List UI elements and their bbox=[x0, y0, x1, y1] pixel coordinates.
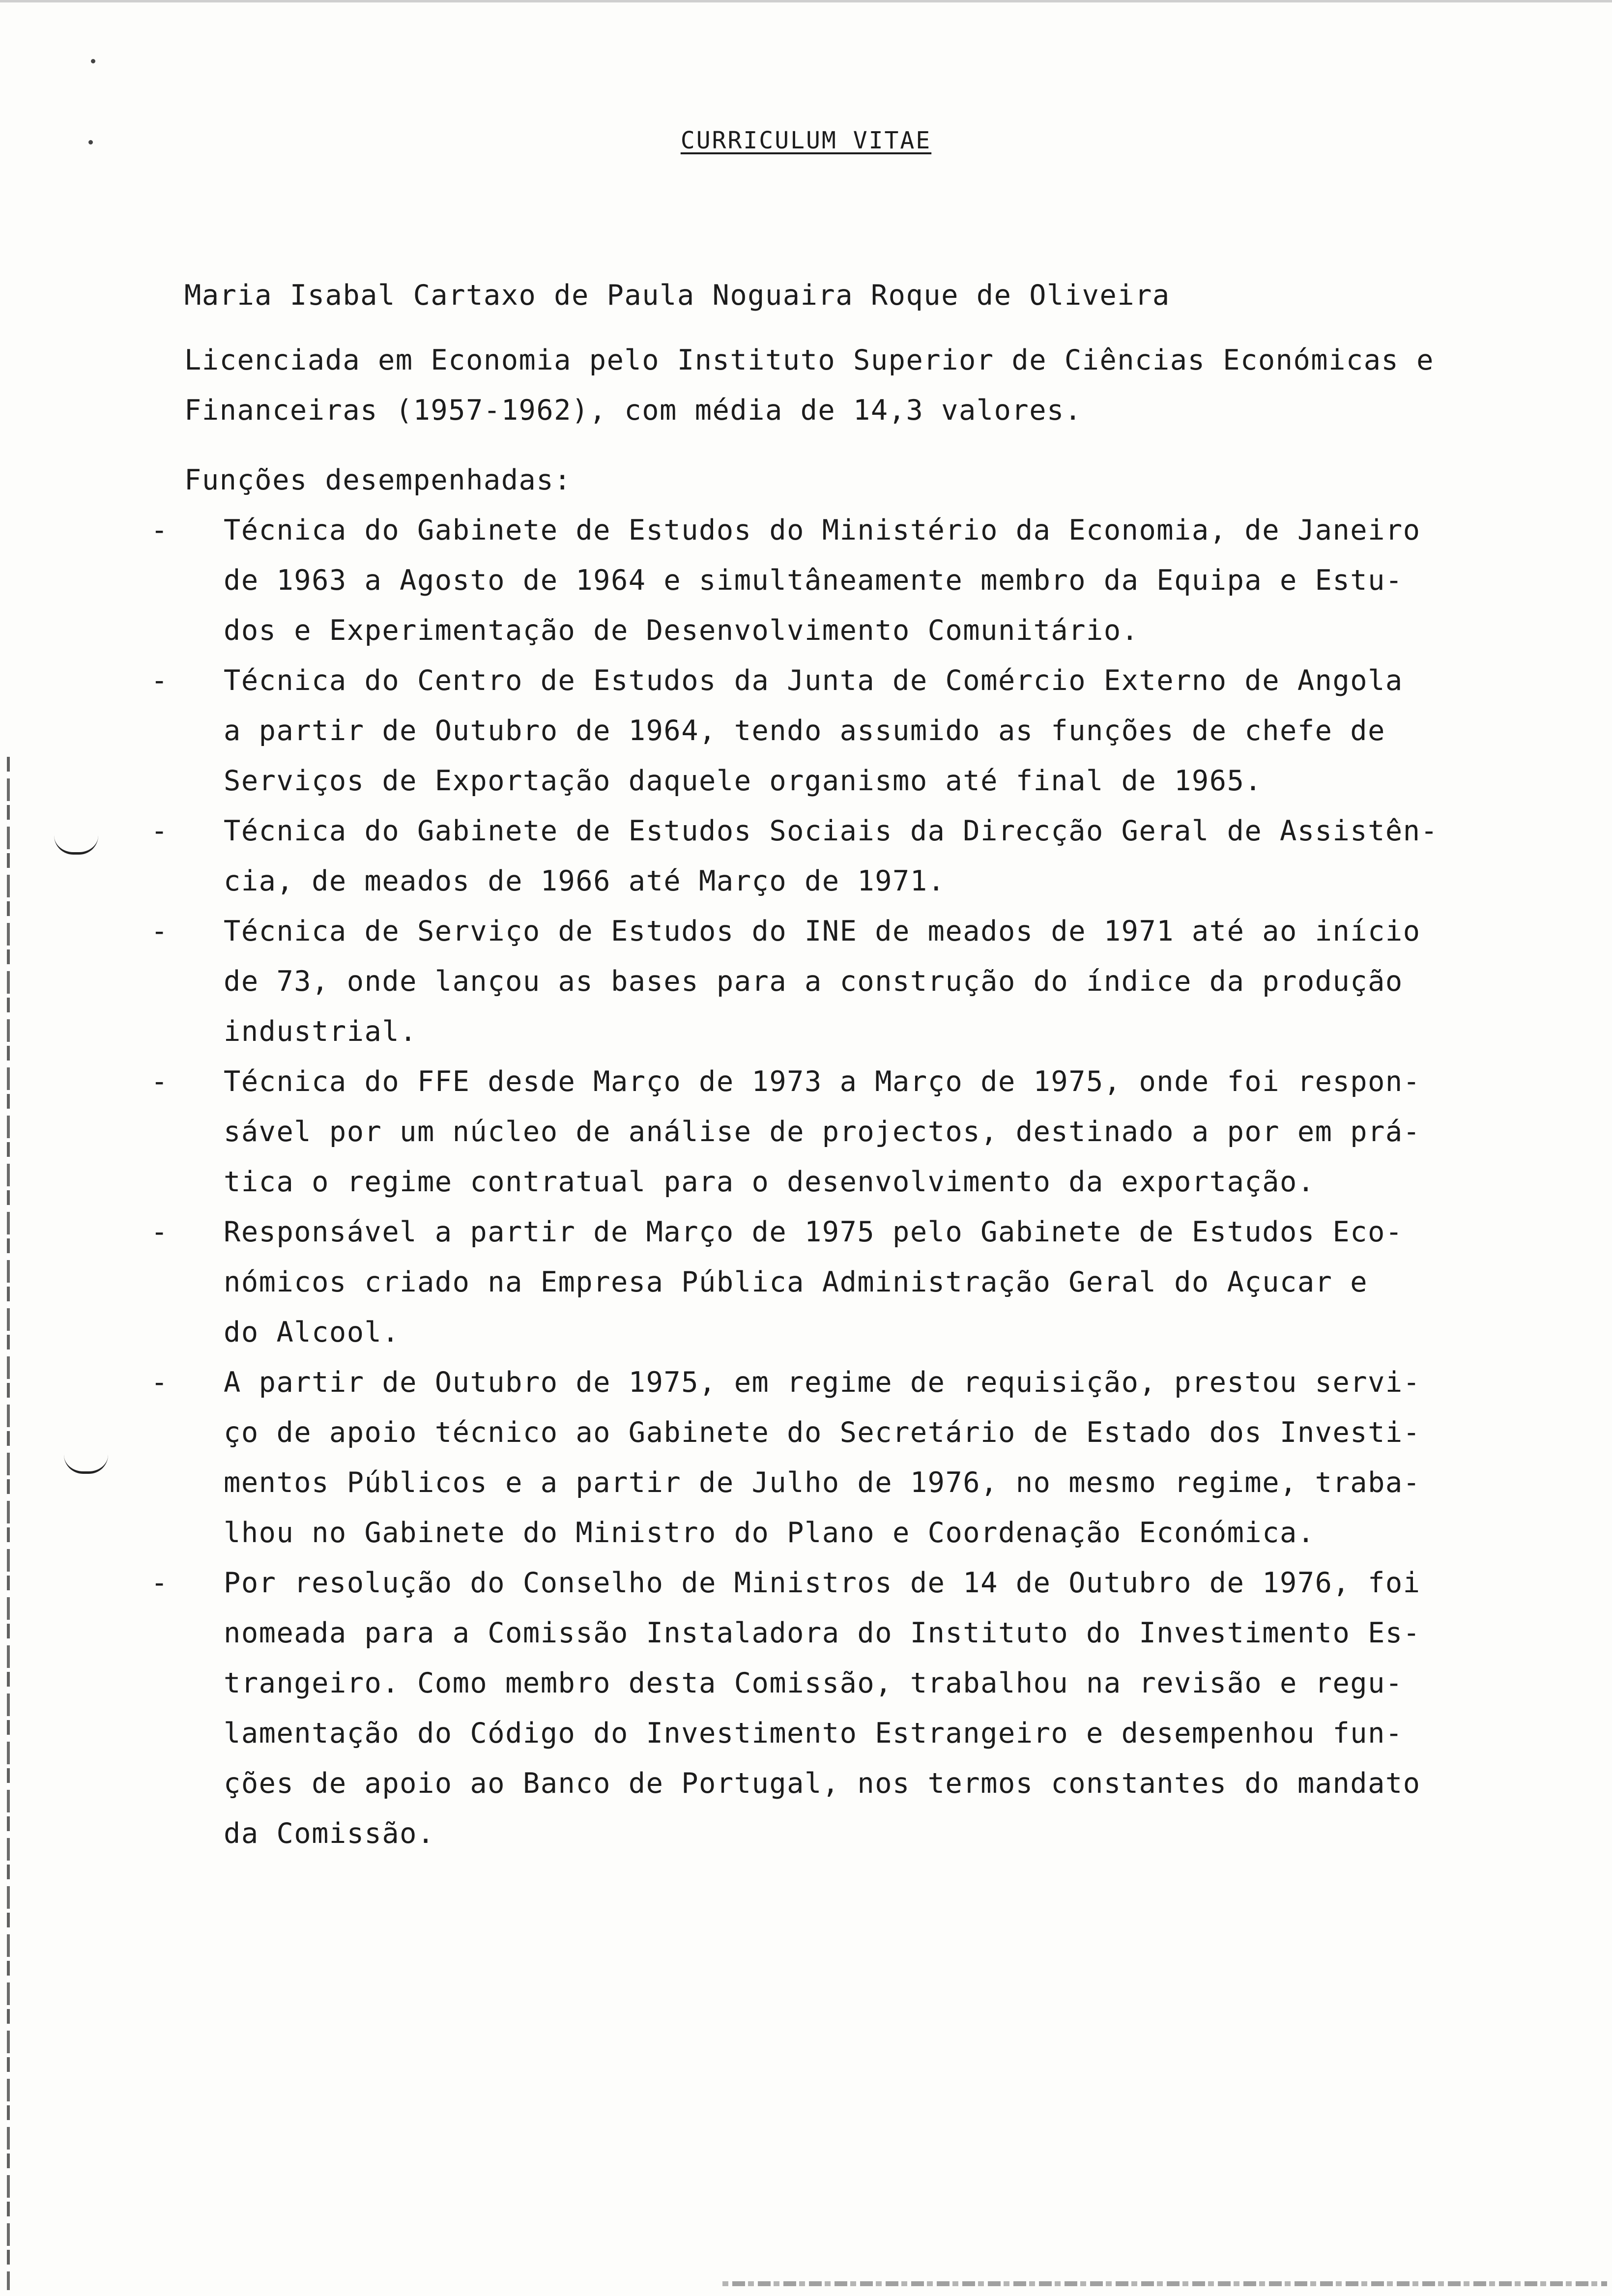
function-item-line: A partir de Outubro de 1975, em regime de requisição, prestou servi- bbox=[224, 1366, 1421, 1399]
function-item-line: Responsável a partir de Março de 1975 pelo Gabinete de Estudos Eco- bbox=[224, 1216, 1403, 1248]
function-item-body bbox=[184, 906, 1421, 1057]
function-item bbox=[151, 505, 1421, 656]
function-item-body bbox=[184, 656, 1403, 806]
function-item-body bbox=[184, 1558, 1421, 1859]
punch-hole-mark bbox=[64, 1455, 108, 1474]
functions-heading: Funções desempenhadas: bbox=[184, 464, 572, 496]
function-item-line: industrial. bbox=[224, 1015, 417, 1048]
function-item-line: Técnica do Gabinete de Estudos Sociais da Direcção Geral de Assistên- bbox=[224, 815, 1439, 847]
bullet-dash: - bbox=[151, 1216, 169, 1248]
function-item bbox=[151, 656, 1403, 806]
function-item-line: Técnica do FFE desde Março de 1973 a Março de 1975, onde foi respon- bbox=[224, 1065, 1421, 1098]
bullet-dash: - bbox=[151, 1366, 169, 1399]
function-item-line: de 73, onde lançou as bases para a construção do índice da produção bbox=[224, 965, 1403, 998]
function-item-line: mentos Públicos e a partir de Julho de 1976, no mesmo regime, traba- bbox=[224, 1466, 1421, 1499]
function-item-body bbox=[184, 1357, 1421, 1558]
education-paragraph bbox=[184, 335, 1434, 435]
function-item-line: Técnica de Serviço de Estudos do INE de meados de 1971 até ao início bbox=[224, 915, 1421, 947]
function-item-line: Técnica do Gabinete de Estudos do Ministério da Economia, de Janeiro bbox=[224, 514, 1421, 546]
function-item bbox=[151, 906, 1421, 1057]
function-item-line: nómicos criado na Empresa Pública Administração Geral do Açucar e bbox=[224, 1266, 1368, 1298]
function-item bbox=[151, 1558, 1421, 1859]
name-line bbox=[184, 270, 1374, 320]
function-item-line: dos e Experimentação de Desenvolvimento Comunitário. bbox=[224, 614, 1139, 647]
bullet-dash: - bbox=[151, 1065, 169, 1098]
bullet-dash: - bbox=[151, 664, 169, 697]
functions-list bbox=[151, 505, 1439, 1859]
function-item-line: a partir de Outubro de 1964, tendo assumido as funções de chefe de bbox=[224, 715, 1385, 747]
scan-top-border bbox=[0, 0, 1612, 2]
function-item-line: ço de apoio técnico ao Gabinete do Secretário de Estado dos Investi- bbox=[224, 1416, 1421, 1449]
function-item-line: tica o regime contratual para o desenvolvimento da exportação. bbox=[224, 1166, 1315, 1198]
function-item-line: lamentação do Código do Investimento Estrangeiro e desempenhou fun- bbox=[224, 1717, 1403, 1750]
function-item-line: de 1963 a Agosto de 1964 e simultâneamente membro da Equipa e Estu- bbox=[224, 564, 1403, 597]
function-item-line: da Comissão. bbox=[224, 1817, 435, 1850]
function-item-body bbox=[184, 1207, 1403, 1357]
function-item-line: Serviços de Exportação daquele organismo até final de 1965. bbox=[224, 765, 1263, 797]
function-item-line: do Alcool. bbox=[224, 1316, 400, 1349]
function-item-line: lhou no Gabinete do Ministro do Plano e Coordenação Económica. bbox=[224, 1517, 1315, 1549]
function-item-line: sável por um núcleo de análise de projectos, destinado a por em prá- bbox=[224, 1116, 1421, 1148]
scan-speck bbox=[91, 59, 95, 63]
function-item-body bbox=[184, 505, 1421, 656]
function-item-line: ções de apoio ao Banco de Portugal, nos termos constantes do mandato bbox=[224, 1767, 1421, 1800]
function-item-body bbox=[184, 806, 1439, 906]
scan-bottom-edge bbox=[722, 2281, 1607, 2286]
function-item bbox=[151, 806, 1439, 906]
punch-hole-mark bbox=[54, 835, 98, 855]
function-item bbox=[151, 1357, 1421, 1558]
function-item-line: nomeada para a Comissão Instaladora do Instituto do Investimento Es- bbox=[224, 1617, 1421, 1649]
bullet-dash: - bbox=[151, 915, 169, 947]
education-line: Financeiras (1957-1962), com média de 14,3 valores. bbox=[184, 394, 1082, 427]
bullet-dash: - bbox=[151, 815, 169, 847]
person-name: Maria Isabal Cartaxo de Paula Noguaira Roque de Oliveira bbox=[184, 279, 1170, 312]
document-title bbox=[0, 127, 1612, 154]
bullet-dash: - bbox=[151, 514, 169, 546]
title-text: CURRICULUM VITAE bbox=[680, 127, 932, 154]
function-item bbox=[151, 1207, 1403, 1357]
function-item-line: cia, de meados de 1966 até Março de 1971. bbox=[224, 865, 946, 897]
bullet-dash: - bbox=[151, 1567, 169, 1599]
function-item-line: trangeiro. Como membro desta Comissão, trabalhou na revisão e regu- bbox=[224, 1667, 1403, 1699]
education-line: Licenciada em Economia pelo Instituto Superior de Ciências Económicas e bbox=[184, 344, 1434, 376]
function-item-line: Técnica do Centro de Estudos da Junta de Comércio Externo de Angola bbox=[224, 664, 1403, 697]
function-item-line: Por resolução do Conselho de Ministros de 14 de Outubro de 1976, foi bbox=[224, 1567, 1421, 1599]
functions-section bbox=[151, 455, 1439, 1859]
scan-binding-edge bbox=[7, 757, 10, 2290]
function-item bbox=[151, 1057, 1421, 1207]
function-item-body bbox=[184, 1057, 1421, 1207]
